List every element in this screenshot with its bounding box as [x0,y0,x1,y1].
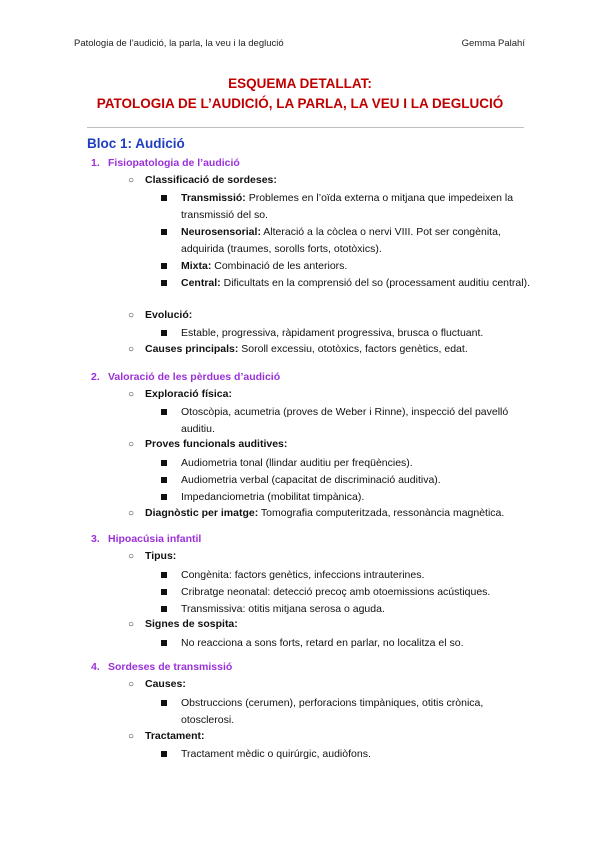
document-title-line-2: PATOLOGIA DE L’AUDICIÓ, LA PARLA, LA VEU I LA DEGLUCIÓ [96,96,504,111]
list-item [161,567,531,584]
group-label: Proves funcionals auditives: [145,438,288,450]
square-bullet-icon [161,280,167,286]
item-text: Audiometria verbal (capacitat de discriminació auditiva). [181,474,441,486]
group-label: Exploració física: [145,388,232,400]
square-bullet-icon [161,700,167,706]
list-group [128,438,287,450]
list-item [161,489,531,506]
square-bullet-icon [161,330,167,336]
list-item [161,455,531,472]
title-divider [87,127,524,128]
section-heading [91,661,232,673]
list-group [128,730,205,742]
item-label: Mixta: [181,260,212,272]
square-bullet-icon [161,229,167,235]
list-item [161,190,531,223]
group-text: Tomografia computeritzada, ressonància magnètica. [258,507,505,519]
group-label: Causes: [145,678,186,690]
hollow-bullet-icon: ○ [128,679,135,690]
group-label: Signes de sospita: [145,618,238,630]
item-label: Transmissió: [181,192,246,204]
square-bullet-icon [161,409,167,415]
list-group [128,388,232,400]
list-group [128,309,192,321]
square-bullet-icon [161,606,167,612]
list-item [161,275,531,292]
running-header-author: Gemma Palahí [461,38,525,49]
section-title: Valoració de les pèrdues d’audició [108,371,281,383]
item-text: Alteració a la còclea o nervi VIII. Pot ser congènita, adquirida (traumes, sorolls forts, ototòxics). [181,226,501,255]
square-bullet-icon [161,263,167,269]
list-item [161,584,531,601]
item-text: Impedanciometria (mobilitat timpànica). [181,491,365,503]
item-text: No reacciona a sons forts, retard en parlar, no localitza el so. [181,637,464,649]
list-item [161,224,531,257]
section-title: Fisiopatologia de l’audició [108,157,240,169]
square-bullet-icon [161,751,167,757]
section-number: 1. [91,157,100,169]
item-text: Problemes en l’oïda externa o mitjana que impedeixen la transmissió del so. [181,192,514,221]
group-text: Soroll excessiu, ototòxics, factors genètics, edat. [238,343,468,355]
list-group [128,174,277,186]
group-label: Diagnòstic per imatge: [145,507,259,519]
list-item [161,635,531,652]
square-bullet-icon [161,589,167,595]
group-label: Causes principals: [145,343,239,355]
section-heading [91,533,201,545]
hollow-bullet-icon: ○ [128,175,135,186]
hollow-bullet-icon: ○ [128,508,135,519]
group-label: Tipus: [145,550,177,562]
section-number: 2. [91,371,100,383]
list-group [128,678,186,690]
document-title-line-1: ESQUEMA DETALLAT: [228,76,372,91]
item-text: Otoscòpia, acumetria (proves de Weber i Rinne), inspecció del pavelló auditiu. [181,406,509,435]
hollow-bullet-icon: ○ [128,344,135,355]
list-item [161,325,531,342]
square-bullet-icon [161,494,167,500]
list-group [128,618,238,630]
list-item [161,695,531,728]
hollow-bullet-icon: ○ [128,551,135,562]
group-label: Tractament: [145,730,205,742]
group-label: Evolució: [145,309,193,321]
hollow-bullet-icon: ○ [128,310,135,321]
item-text: Tractament mèdic o quirúrgic, audiòfons. [181,748,371,760]
hollow-bullet-icon: ○ [128,731,135,742]
group-label: Classificació de sordeses: [145,174,277,186]
square-bullet-icon [161,477,167,483]
list-item [161,472,531,489]
hollow-bullet-icon: ○ [128,389,135,400]
item-text: Obstruccions (cerumen), perforacions timpàniques, otitis crònica, otosclerosi. [181,697,484,726]
item-text: Transmissiva: otitis mitjana serosa o aguda. [181,603,385,615]
hollow-bullet-icon: ○ [128,439,135,450]
list-group [128,507,504,519]
running-header-title: Patologia de l’audició, la parla, la veu i la deglució [74,38,284,49]
item-label: Neurosensorial: [181,226,261,238]
square-bullet-icon [161,460,167,466]
square-bullet-icon [161,640,167,646]
list-item [161,258,531,275]
item-text: Estable, progressiva, ràpidament progressiva, brusca o fluctuant. [181,327,484,339]
list-item [161,746,531,763]
square-bullet-icon [161,195,167,201]
section-title: Hipoacúsia infantil [108,533,202,545]
section-number: 4. [91,661,100,673]
section-heading [91,371,280,383]
item-text: Congènita: factors genètics, infeccions intrauterines. [181,569,425,581]
section-title: Sordeses de transmissió [108,661,233,673]
list-group [128,550,176,562]
item-text: Audiometria tonal (llindar auditiu per freqüències). [181,457,413,469]
list-group [128,343,468,355]
list-item [161,601,531,618]
item-text: Cribratge neonatal: detecció precoç amb otoemissions acústiques. [181,586,491,598]
hollow-bullet-icon: ○ [128,619,135,630]
item-text: Dificultats en la comprensió del so (processament auditiu central). [220,277,530,289]
item-text: Combinació de les anteriors. [211,260,348,272]
square-bullet-icon [161,572,167,578]
section-number: 3. [91,533,100,545]
bloc-heading: Bloc 1: Audició [87,136,185,151]
item-label: Central: [181,277,221,289]
list-item [161,404,531,437]
section-heading [91,157,240,169]
